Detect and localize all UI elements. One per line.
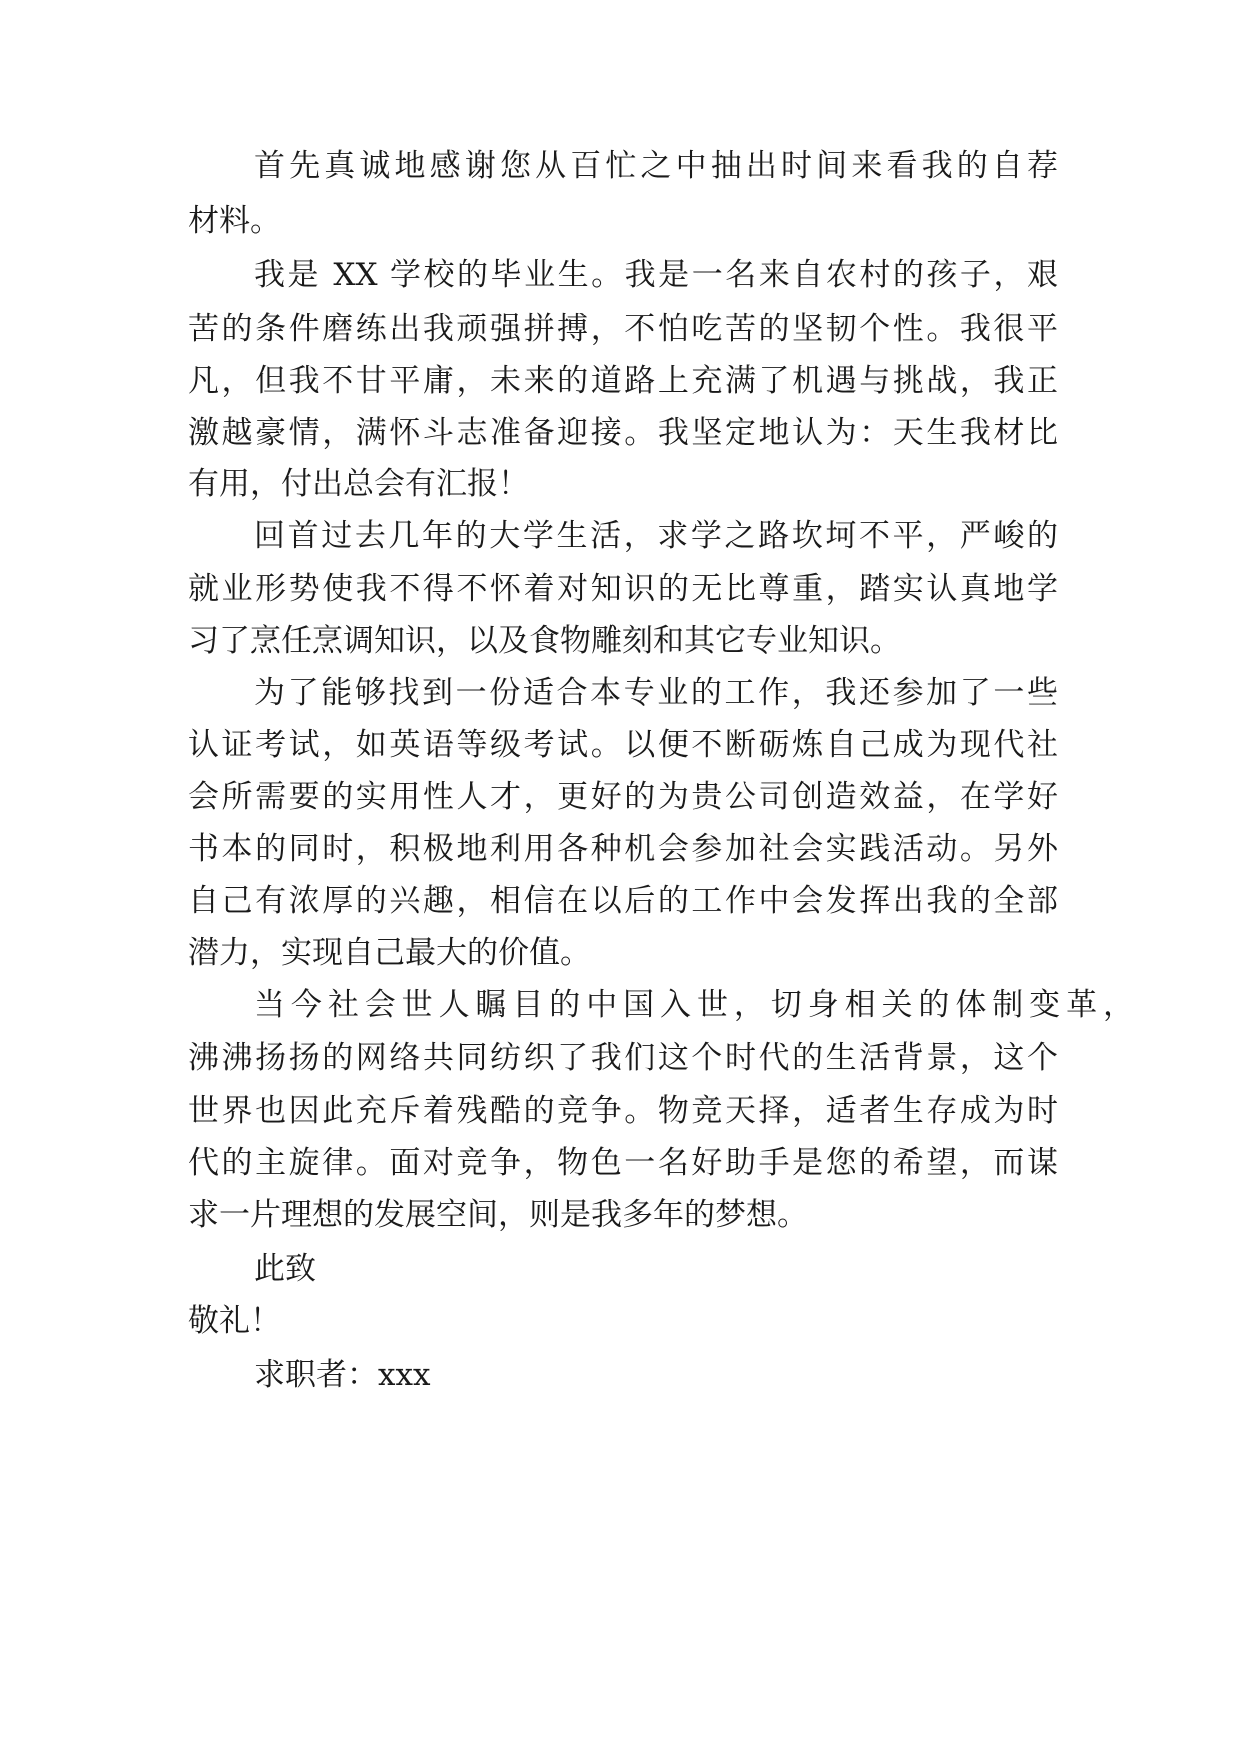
paragraph-4-line-4: 书本的同时，积极地利用各种机会参加社会实践活动。另外 [188,831,1058,867]
paragraph-4-line-6: 潜力，实现自己最大的价值。 [188,935,591,971]
paragraph-4-line-5: 自己有浓厚的兴趣，相信在以后的工作中会发挥出我的全部 [188,883,1058,919]
paragraph-4-line-3: 会所需要的实用性人才，更好的为贵公司创造效益，在学好 [188,779,1058,815]
paragraph-2-line-4: 激越豪情，满怀斗志准备迎接。我坚定地认为：天生我材比 [188,415,1058,451]
paragraph-5-line-2: 沸沸扬扬的网络共同纺织了我们这个时代的生活背景，这个 [188,1040,1058,1076]
closing-regards: 敬礼！ [188,1303,281,1339]
paragraph-5-line-4: 代的主旋律。面对竞争，物色一名好助手是您的希望，而谋 [188,1145,1058,1181]
paragraph-2-line-3: 凡，但我不甘平庸，未来的道路上充满了机遇与挑战，我正 [188,363,1058,399]
paragraph-3-line-1: 回首过去几年的大学生活，求学之路坎坷不平，严峻的 [254,518,1058,554]
paragraph-2-line-2: 苦的条件磨练出我顽强拼搏，不怕吃苦的坚韧个性。我很平 [188,311,1058,347]
paragraph-3-line-2: 就业形势使我不得不怀着对知识的无比尊重，踏实认真地学 [188,571,1058,607]
paragraph-4-line-2: 认证考试，如英语等级考试。以便不断砺炼自己成为现代社 [188,727,1058,763]
paragraph-3-line-3: 习了烹任烹调知识，以及食物雕刻和其它专业知识。 [188,623,901,659]
paragraph-5-line-3: 世界也因此充斥着残酷的竞争。物竞天择，适者生存成为时 [188,1093,1058,1129]
paragraph-2-line-1: 我是 XX 学校的毕业生。我是一名来自农村的孩子，艰 [254,257,1058,293]
paragraph-2-line-5: 有用，付出总会有汇报！ [188,466,529,502]
paragraph-5-line-1: 当今社会世人瞩目的中国入世，切身相关的体制变革， [254,987,1134,1023]
paragraph-4-line-1: 为了能够找到一份适合本专业的工作，我还参加了一些 [254,675,1058,711]
closing-salutation: 此致 [254,1251,316,1287]
paragraph-1-line-1: 首先真诚地感谢您从百忙之中抽出时间来看我的自荐 [254,148,1058,184]
applicant-signature: 求职者：xxx [254,1357,431,1393]
paragraph-1-line-2: 材料。 [188,203,281,239]
paragraph-5-line-5: 求一片理想的发展空间，则是我多年的梦想。 [188,1197,808,1233]
